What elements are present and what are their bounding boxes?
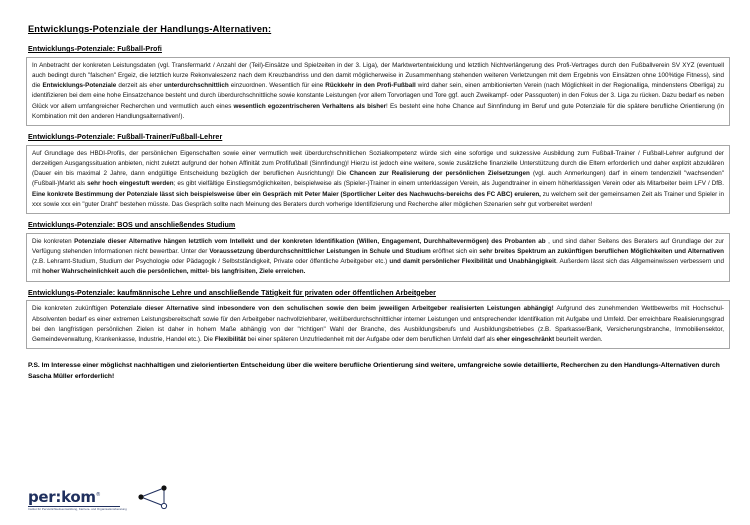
section-heading: Entwicklungs-Potenziale: Fußball-Profi bbox=[28, 45, 162, 54]
section-body-textbox: In Anbetracht der konkreten Leistungsdaten (vgl. Transfermarkt / Anzahl der (Teil)-Einsätze und Spielzeiten in der 3. Liga), der Marktwertentwicklung und letztlich Nichtverlängerung des Profi-Vertrages durch den Fußballverein SV XYZ (eventuell auch bedingt durch "falschen" Ergeiz, die letztlich kurze Rekonvaleszenz nach dem Kreuzbandriss und den damit möglicherweise in Zusammenhang stehenden weiteren Verletzungen mit dem Ergebnis von Einsätzen ohne 100%tige Fitness), sind die Entwicklungs-Potenziale derzeit als eher unterdurchschnittlich einzuordnen. Wesentlich für eine Rückkehr in den Profi-Fußball wird daher sein, einen ambitionierten Verein (nach Möglichkeit in der Regionalliga, mindenstens Oberliga) zu identifizieren bei dem eine hohe Einsatzchance besteht und durch überdurchschnittliche sowie konstante Leistungen (vor allem Torvorlagen und Tore ggf. auch Zweikampf- oder Passquoten) in den Fokus der 3. Liga zu rücken. Dazu bedarf es neben Glück vor allem umfangreicher Recherchen und vermutlich auch eines wesentlich egozentrischeren Verhaltens als bisher! Es besteht eine hohe Chance auf Sinnfindung im Beruf und gute Potenziale für die spätere berufliche Orientierung (in Kombination mit den anderen Handlungsalternativen!). bbox=[26, 57, 730, 126]
section-heading: Entwicklungs-Potenziale: BOS und anschließendes Studium bbox=[28, 221, 236, 229]
section-body-textbox: Die konkreten Potenziale dieser Alternative hängen letztlich vom Intellekt und der konkreten Identifikation (Willen, Engagement, Durchhaltevermögen) des Probanten ab , und sind daher Seitens des Beraters auf Grundlage der zur Verfügung stehenden Informationen nicht bewertbar. Unter der Voraussetzung überdurchschnittlicher Leistungen in Schule und Studium eröffnet sich ein sehr breites Spektrum an zukünftigen beruflichen Möglichkeiten und Alternativen (z.B. Lehramt-Studium, Studium der Psychologie oder Pädagogik / Selbstständigkeit, Private oder öffentliche Arbeitgeber etc.) und damit persönlicher Flexibilität und Unabhängigkeit. Außerdem lässt sich das Allgemeinwissen verbessern und mit hoher Wahrscheinlichkeit auch die persönlichen, mittel- bis langfrisiten, Ziele erreichen. bbox=[26, 233, 730, 282]
logo-subtitle: Institut für Persönlichkeitsentwicklung, Karriere- und Organisationsberatung bbox=[28, 506, 127, 511]
section-heading: Entwicklungs-Potenziale: kaufmännische Lehre und anschließende Tätigkeit für privaten oder öffentlichen Arbeitgeber bbox=[28, 288, 436, 297]
section-body-textbox: Die konkreten zukünftigen Potenziale dieser Alternative sind inbesondere von den schulischen sowie den beim jeweiligen Arbeitgeber realisierten Leistungen abhängig! Aufgrund des zunehmenden Wettbewerbs mit Hochschul-Absolventen bedarf es einer extremen Leistungsbereitschaft sowie für den Arbeitgeber nachvollziehbarer, weitüberdurchschnittlicher interner Leistungen und entsprechender Identifikation mit Aufgabe und Umfeld. Der erreichbare Realisierungsgrad bei den langfristigen persönlichen Zielen ist daher in hohem Maße abhängig von der "richtigen" Wahl der Branche, des Ausbildungsberufs und Ausbildungsbetriebes (z.B. Sparkasse/Bank, Versicherungsbranche, Immobiliensektor, Gemeindeverwaltung, Krankenkasse, Industrie, Handel etc.). Die Flexibilität bei einer späteren Unzufriedenheit mit der Aufgabe oder dem beruflichen Umfeld darf als eher eingeschränkt beurteilt werden. bbox=[26, 300, 730, 349]
section-body-textbox: Auf Grundlage des HBDI-Profils, der persönlichen Eigenschaften sowie einer vermutlich weit überdurchschnitlichen Sozialkompetenz würde sich eine sofortige und sukzessive Ausbildung zum Fußball-Trainer / Fußball-Lehrer aufgrund der derzeitigen Ausgangssituation anbieten, nicht zuletzt aufgrund der hohen Affinität zum Profifußball (Sinnfindung)! Hierzu ist jedoch eine weitere, sowie zusätzliche finanzielle Unterstützung durch die Eltern erforderlich und daher explizit abzuklären (Dauer ein bis maximal 2 Jahre, dann endgültige Entscheidung bezüglich der beruflichen Ausrichtung)! Die Chancen zur Realisierung der persönlichen Zielsetzungen (vgl. auch Anmerkungen) darf in einem tendenziell "wachsenden" (Fußball-)Markt als sehr hoch eingestuft werden; es gibt vielfältige Einstiegsmöglichkeiten, beispielweise als (Spieler-)Trainer in einem unterklassigen Verein, als Jugendtrainer in einem höherklassigen Verein oder als Mitarbeiter beim LFV / DfB. Eine konkrete Bestimmung der Potenziale lässt sich beispielsweise über ein Gespräch mit Peter Maier (Sportlicher Leiter des Nachwuchs-bereichs des FC ABC) eruieren, zu welchem seit der gemeinsamen Zeit als Trainer und Spieler in xxx sowie xxx ein "guter Draht" bestehen müsste. Das Gespräch sollte nach Meinung des Beraters durch vorherige Identifizierung und Recherche aller möglichen Szenarien sehr gut vorbereitet werden! bbox=[26, 145, 730, 214]
postscript-note: P.S. Im Interesse einer möglichst nachhaltigen und zielorientierten Entscheidung über die weitere berufliche Orientierung sind weitere, umfangreiche sowie detaillierte, Recherchen zu den Handlungs-Alternativen durch Sascha Müller erforderlich! bbox=[28, 362, 720, 381]
section-heading: Entwicklungs-Potenziale: Fußball-Trainer/Fußball-Lehrer bbox=[28, 133, 223, 142]
section-fussball-trainer bbox=[22, 133, 732, 214]
section-fussball-profi bbox=[22, 45, 732, 126]
page-title: Entwicklungs-Potenziale der Handlungs-Alternativen: bbox=[28, 24, 272, 34]
logo-wordmark bbox=[28, 487, 101, 506]
footer bbox=[28, 484, 171, 511]
logo-trademark-icon: ® bbox=[95, 491, 101, 498]
network-nodes-icon bbox=[137, 484, 171, 510]
section-bos-studium bbox=[22, 221, 732, 282]
logo-text: per:kom bbox=[28, 487, 96, 506]
section-kaufmaennische-lehre bbox=[22, 289, 732, 350]
perkom-logo bbox=[28, 487, 127, 511]
